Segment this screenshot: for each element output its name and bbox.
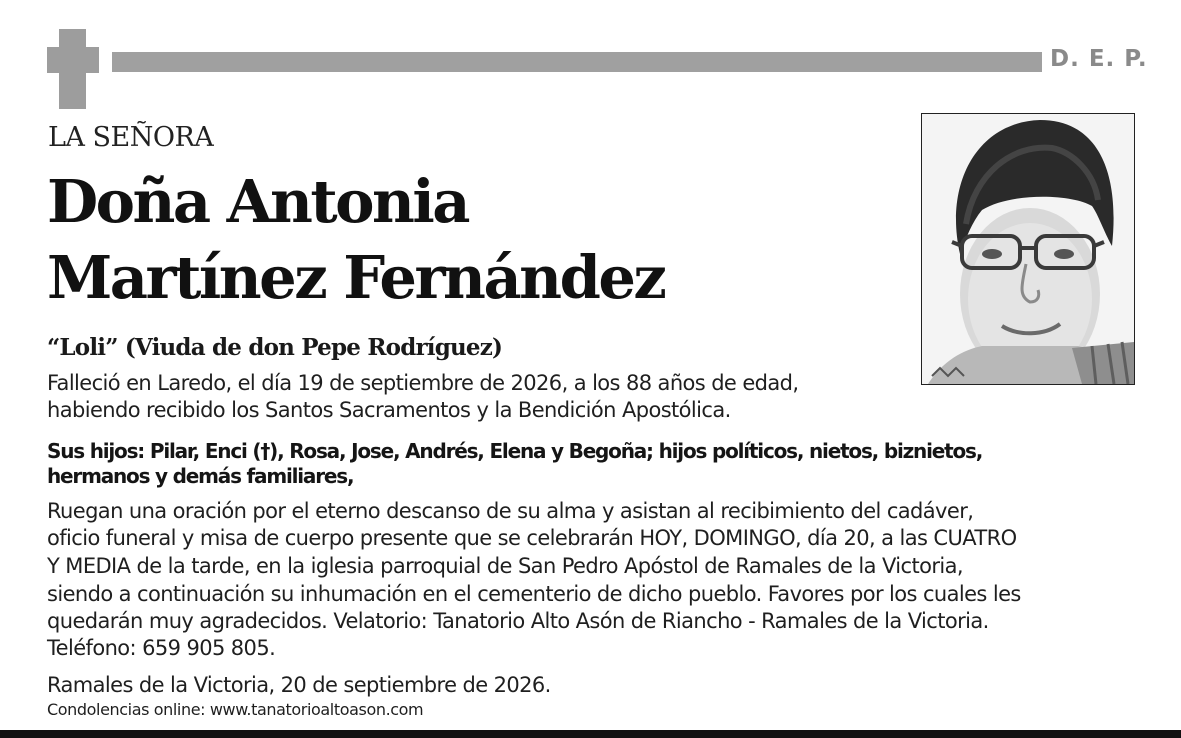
request-text-line: Ruegan una oración por el eterno descanso de su alma y asistan al recibimiento del cadáver, xyxy=(47,499,974,523)
request-text-line: quedarán muy agradecidos. Velatorio: Tanatorio Alto Asón de Riancho - Ramales de la Victoria. xyxy=(47,609,989,633)
nickname: “Loli” (Viuda de don Pepe Rodríguez) xyxy=(47,334,503,361)
cross-icon-arm xyxy=(47,47,99,73)
request-text-line: Teléfono: 659 905 805. xyxy=(47,636,276,660)
family-text-line: hermanos y demás familiares, xyxy=(47,464,354,488)
bottom-rule xyxy=(0,730,1181,738)
request-text-line: Y MEDIA de la tarde, en la iglesia parroquial de San Pedro Apóstol de Ramales de la Victoria, xyxy=(47,554,963,578)
request-text-line: siendo a continuación su inhumación en el cementerio de dicho pueblo. Favores por los cuales les xyxy=(47,582,1021,606)
place-date: Ramales de la Victoria, 20 de septiembre de 2026. xyxy=(47,673,551,697)
death-text-line: Falleció en Laredo, el día 19 de septiembre de 2026, a los 88 años de edad, xyxy=(47,371,799,395)
family-text-line: Sus hijos: Pilar, Enci (†), Rosa, Jose, Andrés, Elena y Begoña; hijos políticos, nietos, biznietos, xyxy=(47,439,983,463)
header-bar xyxy=(112,52,1042,72)
salutation: LA SEÑORA xyxy=(48,122,214,153)
deceased-name-line-2: Martínez Fernández xyxy=(47,243,665,312)
request-text-line: oficio funeral y misa de cuerpo presente que se celebrarán HOY, DOMINGO, día 20, a las CUATRO xyxy=(47,526,1017,550)
portrait-photo xyxy=(921,113,1135,385)
death-text-line: habiendo recibido los Santos Sacramentos y la Bendición Apostólica. xyxy=(47,398,731,422)
deceased-name-line-1: Doña Antonia xyxy=(47,167,468,236)
condolences-line: Condolencias online: www.tanatorioaltoason.com xyxy=(47,700,424,719)
dep-label: D. E. P. xyxy=(1050,46,1148,72)
